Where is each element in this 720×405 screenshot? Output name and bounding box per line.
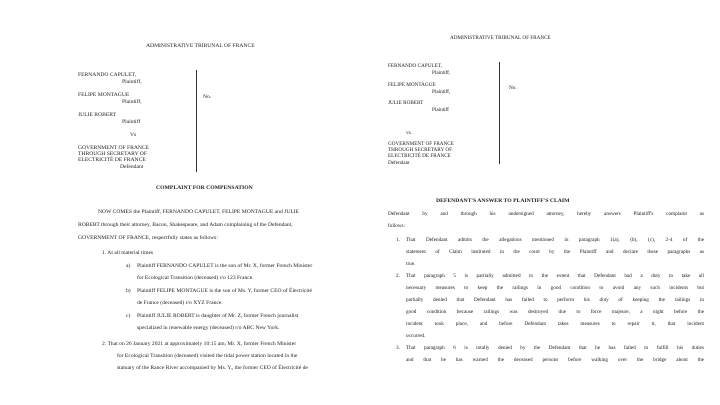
answer-page <box>362 0 720 405</box>
defendant-line: THROUGH SECRETARY OF <box>388 147 452 153</box>
case-number-label: No. <box>203 94 212 100</box>
defendant-role: Defendant <box>120 164 144 170</box>
defendant-line: THROUGH SECRETARY OF <box>78 151 147 157</box>
caption-divider <box>196 70 197 172</box>
intro-line: ROBERT through their attorney, Bacon, Shakespeare, and Adam complaining of the Defendant, <box>78 222 293 228</box>
item-line: good condition because railings was destroyed due to force majeure, a night before the <box>406 309 704 315</box>
versus-label: Vs <box>130 132 137 138</box>
intro-line: GOVERNMENT OF FRANCE, respectfully states as follows: <box>78 235 218 241</box>
item-line: occurred. <box>406 333 426 339</box>
case-number-label: No. <box>509 85 517 91</box>
document-title: DEFENDANT'S ANSWER TO PLAINTIFF'S CLAIM <box>436 198 570 204</box>
paragraph-item: 1. At all material times <box>102 250 154 256</box>
defendant-line: ELECTRICITÉ DE FRANCE <box>78 157 146 163</box>
item-line: statement of Claim instituted in the court by the Plaintiff and declare these paragraphs as <box>406 249 704 255</box>
document-title: COMPLAINT FOR COMPENSATION <box>156 185 253 191</box>
intro-line: follows: <box>388 223 406 229</box>
sub-item-label: b) <box>126 288 131 294</box>
plaintiff-role: Plaintiff, <box>122 99 142 105</box>
item-number: 2. <box>396 273 400 279</box>
sub-item-label: c) <box>126 313 131 319</box>
plaintiff-role: Plaintiff, <box>122 79 142 85</box>
item-number: 1. <box>396 237 400 243</box>
item-line: and that he has warned the deceased persons before walking over the bridge about the <box>406 357 704 363</box>
paragraph-line: 2. That on 26 January 2021 at approximately 10:15 am, Mr. X, former French Minister <box>102 341 297 347</box>
plaintiff-name: FELIPE MONTAGUE <box>388 82 436 88</box>
plaintiff-role: Plaintiff, <box>432 89 451 95</box>
plaintiff-name: FERNANDO CAPULET, <box>78 72 137 78</box>
item-line: That paragraph 5 is partially admitted to the extent that Defendant had a duty to take all <box>406 273 704 279</box>
intro-line: Defendant by and through his undersigned attorney, hereby answers Plaintiff's complaint as <box>388 211 704 217</box>
defendant-role: Defendant <box>388 160 410 166</box>
plaintiff-name: FERNANDO CAPULET, <box>388 63 442 69</box>
sub-item-line: Plaintiff FELIPE MONTAGUE is the son of Ms. Y, former CEO of Électricité <box>137 288 313 294</box>
versus-label: vs. <box>406 130 412 136</box>
item-line: true. <box>406 261 416 267</box>
defendant-line: GOVERNMENT OF FRANCE <box>78 145 150 151</box>
plaintiff-role: Plaintiff, <box>432 70 451 76</box>
item-line: partially denied that Defendant has failed to perform his duty of keeping the railings in <box>406 297 704 303</box>
plaintiff-role: Plaintiff <box>122 119 141 125</box>
intro-line: NOW COMES the Plaintiff, FERNANDO CAPULET, FELIPE MONTAGUE and JULIE <box>98 209 300 215</box>
item-line: That paragraph 6 is totally denied by the Defendant that he has failed to fulfill his duties <box>406 345 704 351</box>
defendant-line: GOVERNMENT OF FRANCE <box>388 141 454 147</box>
sub-item-label: a) <box>126 263 131 269</box>
sub-item-line: specialized in renewable energy (deceased) r/o ABC New York. <box>137 325 280 331</box>
court-heading: ADMINISTRATIVE TRIBUNAL OF FRANCE <box>450 35 551 41</box>
item-line: That Defendant admits the allegations mentioned in paragraph 1(a), (b), (c), 2-4 of the <box>406 237 704 243</box>
caption-divider <box>499 62 500 164</box>
plaintiff-name: JULIE ROBERT <box>78 112 117 118</box>
paragraph-line: for Ecological Transition (deceased) visited the tidal power station located in the <box>117 353 298 359</box>
sub-item-line: for Ecological Transition (deceased) r/o 123 France. <box>137 275 254 281</box>
paragraph-line: statuary of the Rance River accompanied by Ms. Y., the former CEO of Électricité de <box>117 365 308 371</box>
plaintiff-name: FELIPE MONTAGUE <box>78 92 130 98</box>
plaintiff-role: Plaintiff <box>432 107 449 113</box>
court-heading: ADMINISTRATIVE TRIBUNAL OF FRANCE <box>146 43 255 49</box>
item-number: 3. <box>396 345 400 351</box>
sub-item-line: Plaintiff JULIE ROBERT is daughter of Mr. Z, former French journalist <box>137 313 299 319</box>
item-line: necessary measures to keep the railings in good condition to avoid any such incidents but <box>406 285 704 291</box>
sub-item-line: de France (deceased) r/o XYZ France. <box>137 300 223 306</box>
defendant-line: ELECTRICITÉ DE FRANCE <box>388 153 451 159</box>
sub-item-line: Plaintiff FERNANDO CAPULET is the son of Mr. X, former French Minister <box>137 263 313 269</box>
item-line: incident took place, and before Defendant takes measures to repair it, that incident <box>406 321 704 327</box>
plaintiff-name: JULIE ROBERT <box>388 100 424 106</box>
